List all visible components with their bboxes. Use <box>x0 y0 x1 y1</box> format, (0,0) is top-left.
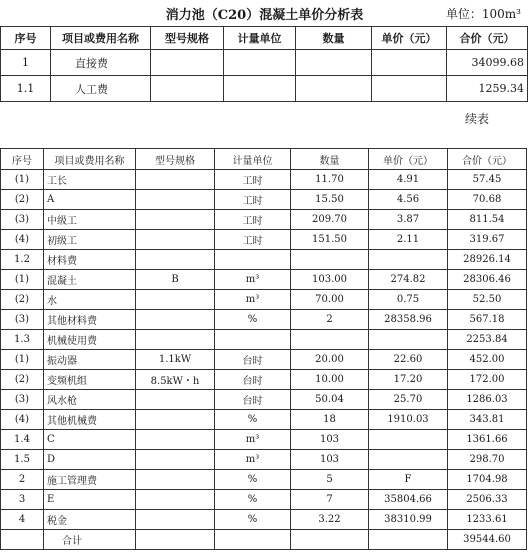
cell-col-spec <box>136 250 215 270</box>
cell-col-item-name: 其他材料费 <box>44 310 136 330</box>
cell-col-total: 811.54 <box>448 210 527 230</box>
unit-label: 单位：100m³ <box>445 7 521 21</box>
cell-col-spec <box>136 490 215 510</box>
cell-col-quantity: 70.00 <box>291 290 369 310</box>
cell-col-spec <box>136 470 215 490</box>
cell-col-unit-price: 274.82 <box>369 270 448 290</box>
cell-col-item-name: 初级工 <box>44 230 136 250</box>
cell-col-unit: m³ <box>215 450 291 470</box>
cell-col-spec <box>136 230 215 250</box>
table-row <box>1 250 527 270</box>
cell-col-spec <box>136 430 215 450</box>
cell-col-unit <box>215 250 291 270</box>
cell-col-unit-price: 35804.66 <box>369 490 448 510</box>
cell-col-unit <box>215 530 291 550</box>
cell-col-unit-price: 4.91 <box>369 170 448 190</box>
table-row <box>1 270 527 290</box>
cell-col-quantity: 11.70 <box>291 170 369 190</box>
cell-col-unit-price <box>372 50 447 76</box>
cell-col-quantity <box>291 250 369 270</box>
cell-col-total: 28926.14 <box>448 250 527 270</box>
cell-col-item-name: 材料费 <box>44 250 136 270</box>
cell-col-quantity <box>291 330 369 350</box>
cell-col-unit-price <box>369 250 448 270</box>
cell-col-unit: 台时 <box>215 350 291 370</box>
cell-col-index: (3) <box>1 310 44 330</box>
cell-col-index: (4) <box>1 230 44 250</box>
cell-col-item-name: C <box>44 430 136 450</box>
cell-col-unit: m³ <box>215 270 291 290</box>
cell-col-item-name: 变频机组 <box>44 370 136 390</box>
cell-col-unit <box>215 330 291 350</box>
table-row <box>1 76 528 102</box>
cell-col-unit-price: 28358.96 <box>369 310 448 330</box>
cell-col-unit: % <box>215 470 291 490</box>
header-col-item-name: 项目或费用名称 <box>51 27 151 50</box>
cell-col-index: 1.5 <box>1 450 44 470</box>
cell-col-unit-price: 2.11 <box>369 230 448 250</box>
cell-col-unit: 工时 <box>215 190 291 210</box>
cell-col-unit <box>224 76 296 102</box>
cell-col-total: 57.45 <box>448 170 527 190</box>
cell-col-spec <box>151 50 224 76</box>
cell-col-item-name: D <box>44 450 136 470</box>
cell-col-item-name: 中级工 <box>44 210 136 230</box>
cell-col-spec <box>136 510 215 530</box>
cell-col-total: 1259.34 <box>447 76 528 102</box>
cell-col-quantity: 151.50 <box>291 230 369 250</box>
header-col-unit-price: 单价（元） <box>372 27 447 50</box>
table-row <box>1 410 527 430</box>
cell-col-total: 1233.61 <box>448 510 527 530</box>
table-row <box>1 530 527 550</box>
cell-col-item-name: 直接费 <box>51 50 151 76</box>
cell-col-total: 2253.84 <box>448 330 527 350</box>
cell-col-spec <box>136 330 215 350</box>
cell-col-total: 28306.46 <box>448 270 527 290</box>
table-row <box>1 510 527 530</box>
header-col-total: 合价（元） <box>447 27 528 50</box>
cell-col-unit-price: 4.56 <box>369 190 448 210</box>
cell-col-unit-price: 0.75 <box>369 290 448 310</box>
header-col-spec: 型号规格 <box>151 27 224 50</box>
cell-col-unit: m³ <box>215 430 291 450</box>
cell-col-total: 319.67 <box>448 230 527 250</box>
cell-col-quantity <box>296 76 372 102</box>
cell-col-index <box>1 530 44 550</box>
cell-col-spec <box>136 210 215 230</box>
cell-col-spec <box>136 190 215 210</box>
table-row <box>1 170 527 190</box>
cell-col-item-name: 混凝土 <box>44 270 136 290</box>
cell-col-spec <box>151 76 224 102</box>
cell-col-unit: % <box>215 510 291 530</box>
cell-col-unit-price <box>369 430 448 450</box>
cell-col-item-name: 机械使用费 <box>44 330 136 350</box>
cell-col-total: 70.68 <box>448 190 527 210</box>
continued-label: 续表 <box>464 112 489 126</box>
cell-col-item-name: 合计 <box>44 530 136 550</box>
cell-col-total: 39544.60 <box>448 530 527 550</box>
cell-col-item-name: E <box>44 490 136 510</box>
cell-col-total: 343.81 <box>448 410 527 430</box>
cell-col-unit: 工时 <box>215 210 291 230</box>
cell-col-item-name: 施工管理费 <box>44 470 136 490</box>
table-row <box>1 190 527 210</box>
cell-col-unit: 台时 <box>215 370 291 390</box>
cell-col-index: 1.3 <box>1 330 44 350</box>
table-row <box>1 210 527 230</box>
cell-col-spec <box>136 310 215 330</box>
cell-col-unit: % <box>215 490 291 510</box>
cell-col-index: (1) <box>1 350 44 370</box>
cell-col-spec <box>136 450 215 470</box>
cell-col-quantity: 3.22 <box>291 510 369 530</box>
cell-col-total: 34099.68 <box>447 50 528 76</box>
cell-col-unit-price: 17.20 <box>369 370 448 390</box>
cell-col-spec: 1.1kW <box>136 350 215 370</box>
header-col-unit: 计量单位 <box>224 27 296 50</box>
cell-col-item-name: 风水枪 <box>44 390 136 410</box>
header-col-unit: 计量单位 <box>215 149 291 170</box>
cell-col-total: 2506.33 <box>448 490 527 510</box>
cell-col-unit-price: 3.87 <box>369 210 448 230</box>
cell-col-index: (1) <box>1 270 44 290</box>
table-row <box>1 390 527 410</box>
cell-col-unit-price: F <box>369 470 448 490</box>
cell-col-index: (2) <box>1 290 44 310</box>
cell-col-spec: 8.5kW・h <box>136 370 215 390</box>
cell-col-unit: m³ <box>215 290 291 310</box>
header-col-quantity: 数量 <box>291 149 369 170</box>
header-col-spec: 型号规格 <box>136 149 215 170</box>
table-row <box>1 330 527 350</box>
cell-col-index: 1 <box>1 50 51 76</box>
cell-col-unit-price: 22.60 <box>369 350 448 370</box>
cell-col-unit-price <box>369 330 448 350</box>
table-row <box>1 310 527 330</box>
cell-col-unit: 工时 <box>215 170 291 190</box>
table-row <box>1 350 527 370</box>
header-col-index: 序号 <box>1 27 51 50</box>
cell-col-total: 1704.98 <box>448 470 527 490</box>
cell-col-total: 567.18 <box>448 310 527 330</box>
cell-col-index: 1.4 <box>1 430 44 450</box>
cell-col-quantity <box>291 530 369 550</box>
cell-col-item-name: A <box>44 190 136 210</box>
cell-col-unit-price: 25.70 <box>369 390 448 410</box>
cell-col-index: (4) <box>1 410 44 430</box>
cell-col-unit: % <box>215 310 291 330</box>
cell-col-quantity: 15.50 <box>291 190 369 210</box>
cell-col-quantity: 10.00 <box>291 370 369 390</box>
header-col-total: 合价（元） <box>448 149 527 170</box>
price-analysis-table-part1 <box>0 26 528 102</box>
cell-col-index: 1.2 <box>1 250 44 270</box>
cell-col-unit-price <box>369 530 448 550</box>
cell-col-item-name: 其他机械费 <box>44 410 136 430</box>
cell-col-quantity: 5 <box>291 470 369 490</box>
cell-col-index: 3 <box>1 490 44 510</box>
cell-col-quantity: 20.00 <box>291 350 369 370</box>
cell-col-index: 2 <box>1 470 44 490</box>
cell-col-total: 1361.66 <box>448 430 527 450</box>
cell-col-unit: 台时 <box>215 390 291 410</box>
table-row <box>1 230 527 250</box>
cell-col-spec: B <box>136 270 215 290</box>
table-row <box>1 490 527 510</box>
table-row <box>1 470 527 490</box>
cell-col-quantity: 7 <box>291 490 369 510</box>
cell-col-quantity <box>296 50 372 76</box>
cell-col-unit: % <box>215 410 291 430</box>
cell-col-spec <box>136 530 215 550</box>
header-col-index: 序号 <box>1 149 44 170</box>
cell-col-spec <box>136 170 215 190</box>
header-col-item-name: 项目或费用名称 <box>44 149 136 170</box>
table-title: 消力池（C20）混凝土单价分析表 <box>165 8 364 23</box>
cell-col-index: 1.1 <box>1 76 51 102</box>
cell-col-quantity: 209.70 <box>291 210 369 230</box>
cell-col-index: (1) <box>1 170 44 190</box>
cell-col-quantity: 103.00 <box>291 270 369 290</box>
table-row <box>1 430 527 450</box>
price-analysis-table-part2 <box>0 148 527 550</box>
cell-col-unit-price <box>372 76 447 102</box>
cell-col-index: (3) <box>1 390 44 410</box>
cell-col-unit-price: 38310.99 <box>369 510 448 530</box>
cell-col-spec <box>136 410 215 430</box>
cell-col-quantity: 18 <box>291 410 369 430</box>
cell-col-index: (3) <box>1 210 44 230</box>
table-row <box>1 290 527 310</box>
cell-col-quantity: 50.04 <box>291 390 369 410</box>
cell-col-spec <box>136 390 215 410</box>
cell-col-index: 4 <box>1 510 44 530</box>
table-row <box>1 370 527 390</box>
cell-col-index: (2) <box>1 370 44 390</box>
table-row <box>1 450 527 470</box>
cell-col-total: 452.00 <box>448 350 527 370</box>
cell-col-total: 52.50 <box>448 290 527 310</box>
cell-col-index: (2) <box>1 190 44 210</box>
cell-col-quantity: 2 <box>291 310 369 330</box>
cell-col-quantity: 103 <box>291 450 369 470</box>
cell-col-total: 172.00 <box>448 370 527 390</box>
cell-col-unit: 工时 <box>215 230 291 250</box>
table-row <box>1 50 528 76</box>
cell-col-item-name: 振动器 <box>44 350 136 370</box>
cell-col-unit-price: 1910.03 <box>369 410 448 430</box>
cell-col-total: 298.70 <box>448 450 527 470</box>
cell-col-total: 1286.03 <box>448 390 527 410</box>
cell-col-quantity: 103 <box>291 430 369 450</box>
cell-col-spec <box>136 290 215 310</box>
header-col-quantity: 数量 <box>296 27 372 50</box>
cell-col-item-name: 水 <box>44 290 136 310</box>
cell-col-unit <box>224 50 296 76</box>
cell-col-item-name: 税金 <box>44 510 136 530</box>
cell-col-item-name: 人工费 <box>51 76 151 102</box>
cell-col-unit-price <box>369 450 448 470</box>
header-col-unit-price: 单价（元） <box>369 149 448 170</box>
cell-col-item-name: 工长 <box>44 170 136 190</box>
